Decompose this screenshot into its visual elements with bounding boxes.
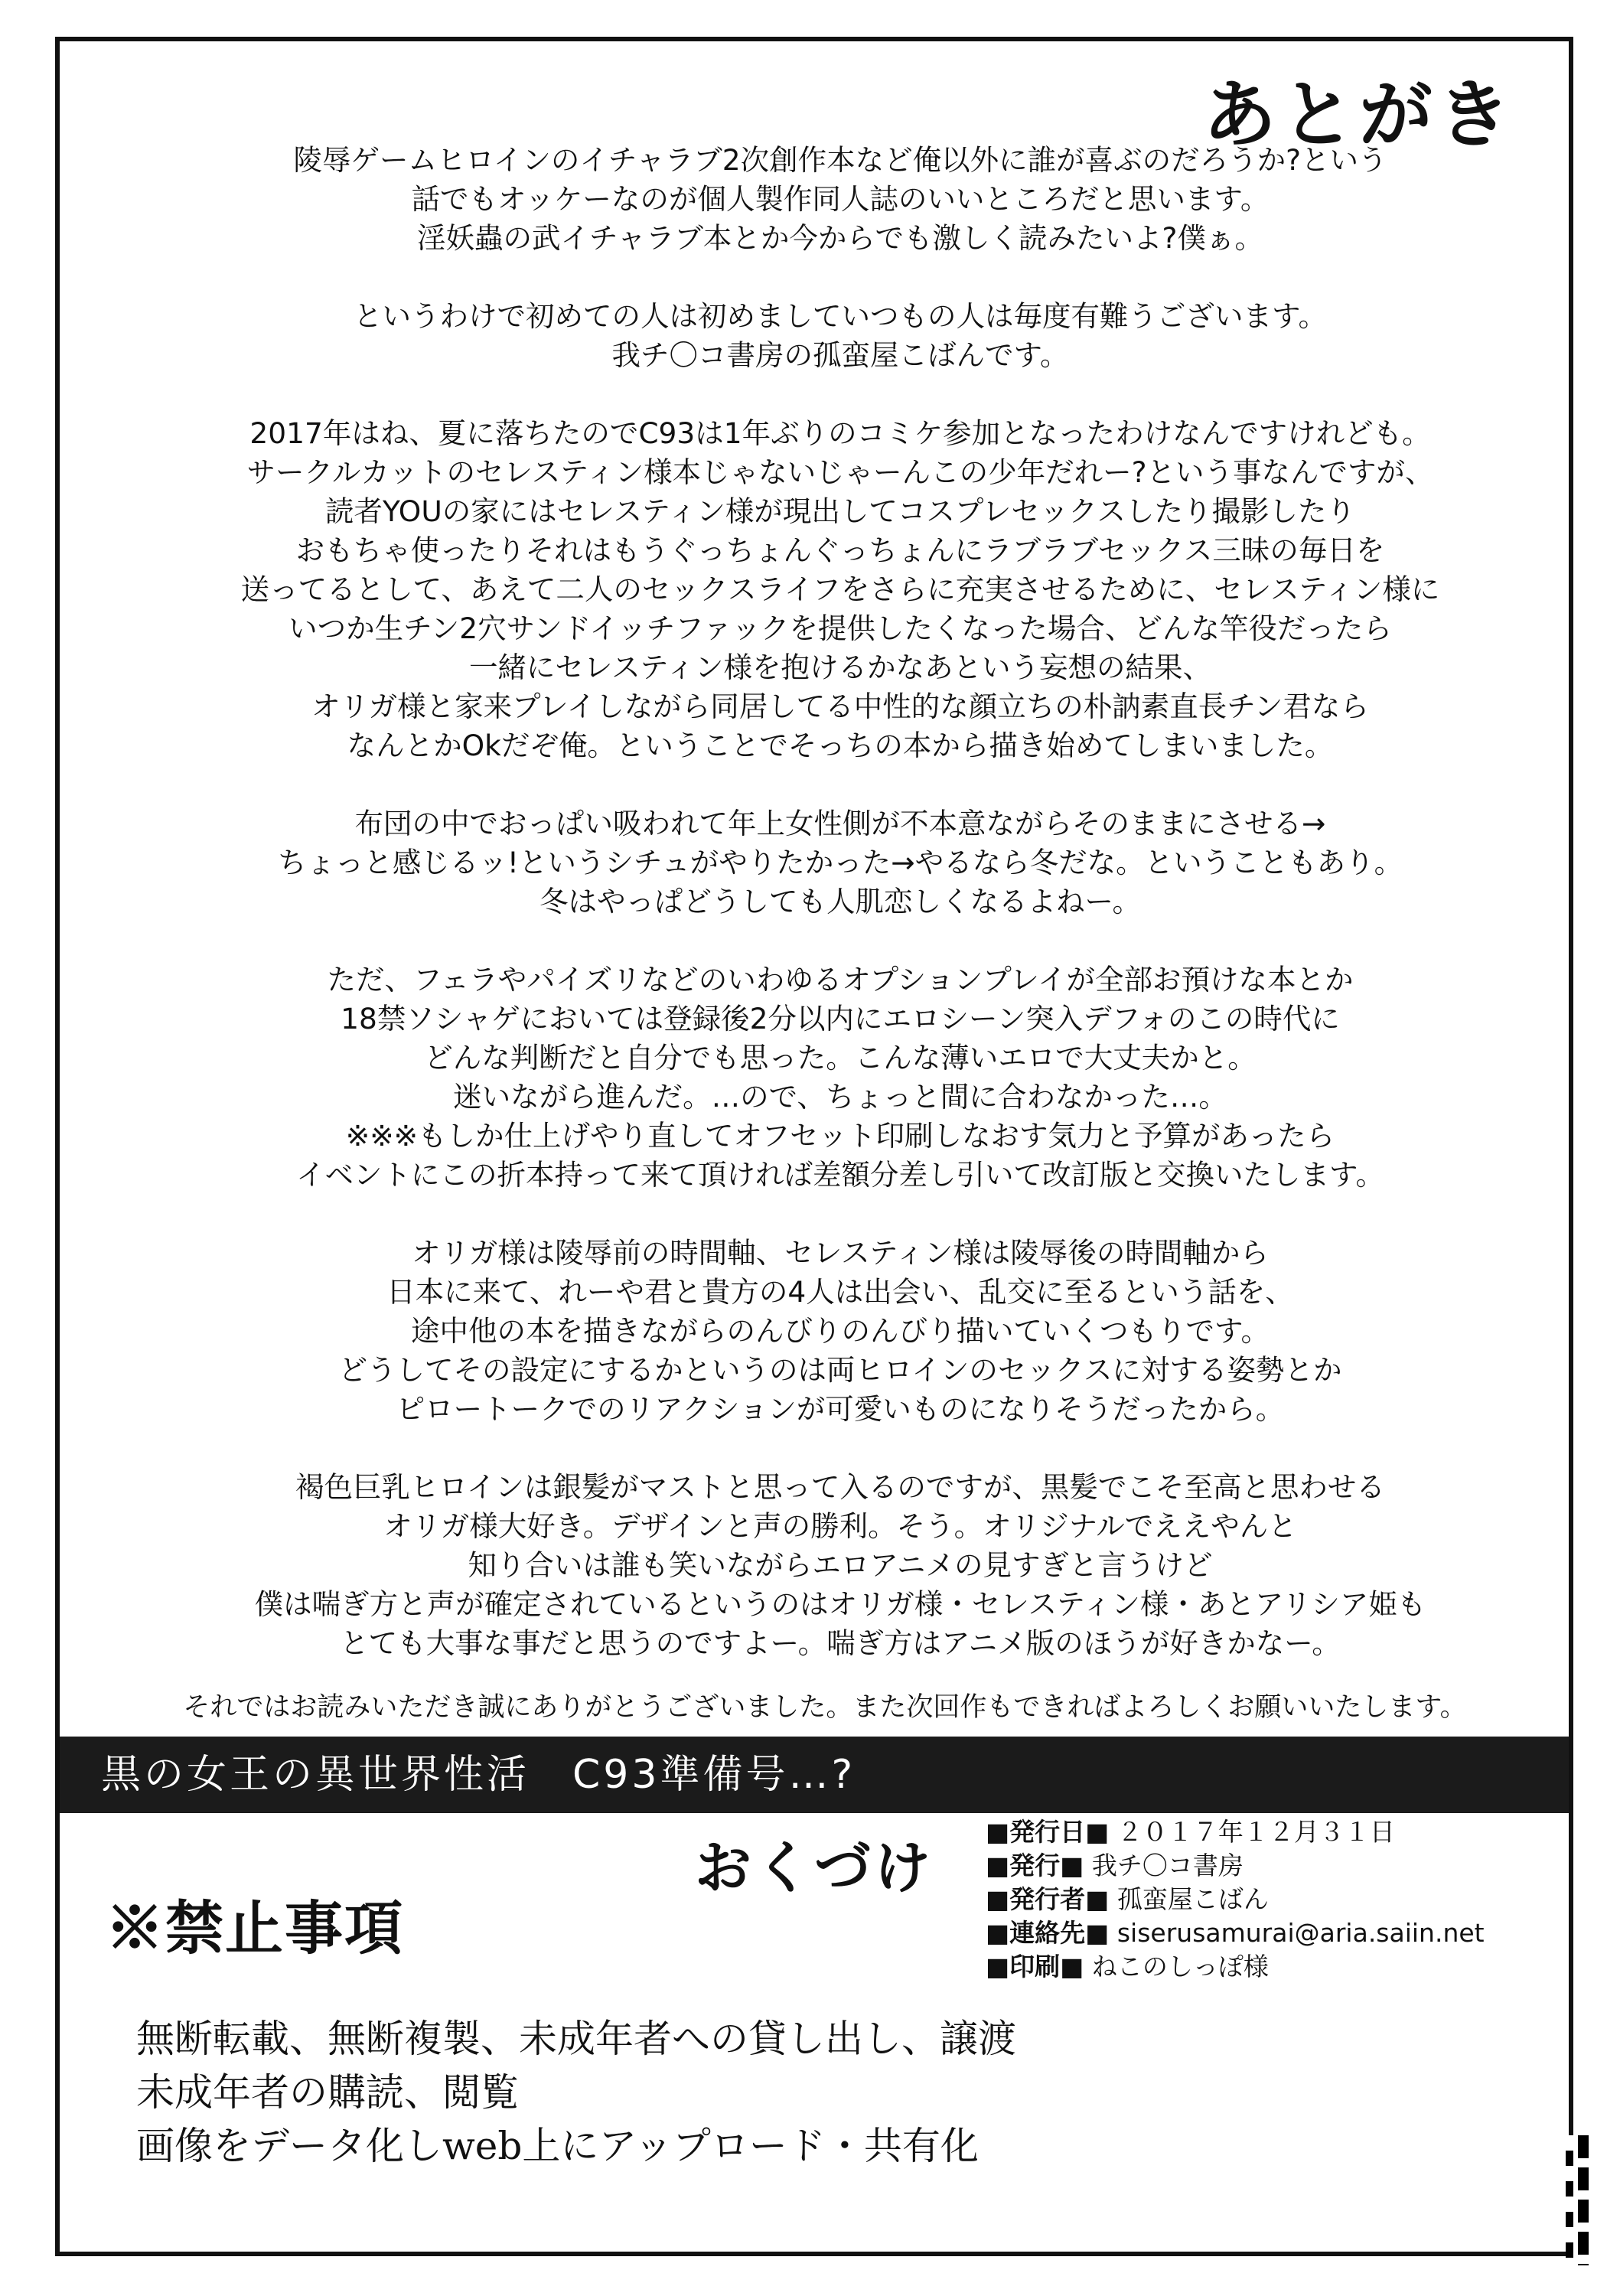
- text-line: 淫妖蟲の武イチャラブ本とか今からでも激しく読みたいよ?僕ぁ。: [417, 221, 1263, 255]
- scan-edge-mark: [1578, 2135, 1589, 2265]
- scan-edge-mark: [1566, 2135, 1573, 2265]
- text-line: ピロートークでのリアクションが可愛いものになりそうだったから。: [396, 1392, 1285, 1426]
- text-line: とても大事な事だと思うのですよー。喘ぎ方はアニメ版のほうが好きかなー。: [340, 1626, 1341, 1660]
- colophon-item: [986, 1916, 1485, 1950]
- text-line: 僕は喘ぎ方と声が確定されているというのはオリガ様・セレスティン様・あとアリシア姫も: [254, 1587, 1426, 1621]
- text-line: ただ、フェラやパイズリなどのいわゆるオプションプレイが全部お預けな本とか: [327, 963, 1354, 996]
- paragraph: [152, 1234, 1529, 1429]
- page-frame: [55, 37, 1573, 2256]
- text-line: オリガ様と家来プレイしながら同居してる中性的な顔立ちの朴訥素直長チン君なら: [311, 690, 1369, 723]
- afterword-title: あとがき: [1203, 72, 1515, 158]
- paragraph: [152, 141, 1529, 258]
- prohibited-item: 無断転載、無断複製、未成年者への貸し出し、譲渡: [136, 2017, 1016, 2061]
- text-line: 冬はやっぱどうしても人肌恋しくなるよねー。: [539, 885, 1141, 918]
- text-line: 迷いながら進んだ。…ので、ちょっと間に合わなかった…。: [453, 1080, 1227, 1114]
- colophon-item: [986, 1849, 1485, 1883]
- colophon-value: siserusamurai@aria.saiin.net: [1116, 1918, 1485, 1948]
- colophon-value: 孤蛮屋こばん: [1116, 1884, 1269, 1914]
- paragraph: [152, 414, 1529, 765]
- text-line: 布団の中でおっぱい吸われて年上女性側が不本意ながらそのままにさせる→: [354, 807, 1326, 840]
- colophon-value: 我チ〇コ書房: [1091, 1851, 1244, 1880]
- colophon-label: ■発行日■: [986, 1817, 1110, 1847]
- text-line: 2017年はね、夏に落ちたのでC93は1年ぶりのコミケ参加となったわけなんですけれども。: [249, 416, 1431, 450]
- paragraph: [152, 804, 1529, 921]
- text-line: というわけで初めての人は初めましていつもの人は毎度有難うございます。: [354, 299, 1327, 333]
- colophon-value: ２０１７年１２月３１日: [1116, 1817, 1395, 1847]
- text-line: サークルカットのセレスティン様本じゃないじゃーんこの少年だれー?という事なんですが、: [246, 455, 1434, 489]
- text-line: どうしてその設定にするかというのは両ヒロインのセックスに対する姿勢とか: [338, 1353, 1342, 1387]
- colophon-label: ■印刷■: [986, 1952, 1084, 1981]
- book-title-bar: [60, 1737, 1569, 1813]
- text-line: イベントにこの折本持って来て頂ければ差額分差し引いて改訂版と交換いたします。: [296, 1158, 1384, 1192]
- text-line: 一緒にセレスティン様を抱けるかなあという妄想の結果、: [468, 651, 1212, 684]
- text-line: おもちゃ使ったりそれはもうぐっちょんぐっちょんにラブラブセックス三昧の毎日を: [295, 533, 1385, 567]
- text-line: 日本に来て、れーや君と貴方の4人は出会い、乱交に至るという話を、: [386, 1275, 1294, 1309]
- text-line: いつか生チン2穴サンドイッチファックを提供したくなった場合、どんな竿役だったら: [288, 612, 1392, 645]
- colophon-item: [986, 1883, 1485, 1916]
- text-line: ちょっと感じるッ!というシチュがやりたかった→やるなら冬だな。ということもあり。: [277, 846, 1403, 879]
- book-title: 黒の女王の異世界性活 C93準備号…?: [101, 1752, 856, 1798]
- text-line: 話でもオッケーなのが個人製作同人誌のいいところだと思います。: [411, 182, 1270, 216]
- text-line: なんとかOkだぞ俺。ということでそっちの本から描き始めてしまいました。: [347, 729, 1334, 762]
- colophon-label: ■連絡先■: [986, 1918, 1110, 1948]
- prohibited-item: 画像をデータ化しweb上にアップロード・共有化: [136, 2124, 979, 2168]
- text-line: 知り合いは誰も笑いながらエロアニメの見すぎと言うけど: [468, 1548, 1213, 1582]
- paragraph: [152, 960, 1529, 1195]
- text-line: オリガ様大好き。デザインと声の勝利。そう。オリジナルでええやんと: [383, 1509, 1297, 1543]
- text-line: 18禁ソシャゲにおいては登録後2分以内にエロシーン突入デフォのこの時代に: [341, 1002, 1340, 1035]
- prohibited-item: 未成年者の購読、閲覧: [136, 2070, 519, 2115]
- text-line: ※※※もしか仕上げやり直してオフセット印刷しなおす気力と予算があったら: [345, 1119, 1335, 1153]
- closing-line: それではお読みいただき誠にありがとうございました。また次回作もできればよろしくお願いいたします。: [183, 1692, 1467, 1723]
- colophon-list: [986, 1815, 1485, 1984]
- prohibited-list: [136, 2012, 1016, 2173]
- colophon-label: ■発行■: [986, 1851, 1084, 1880]
- text-line: 送ってるとして、あえて二人のセックスライフをさらに充実させるために、セレスティン様に: [240, 572, 1440, 606]
- text-line: 褐色巨乳ヒロインは銀髪がマストと思って入るのですが、黒髪でこそ至高と思わせる: [295, 1470, 1385, 1504]
- prohibited-heading: ※禁止事項: [106, 1894, 404, 1962]
- text-line: 途中他の本を描きながらのんびりのんびり描いていくつもりです。: [411, 1314, 1270, 1348]
- text-line: オリガ様は陵辱前の時間軸、セレスティン様は陵辱後の時間軸から: [412, 1236, 1269, 1270]
- text-line: 読者YOUの家にはセレスティン様が現出してコスプレセックスしたり撮影したり: [324, 494, 1356, 528]
- colophon-item: [986, 1815, 1485, 1849]
- paragraph: [152, 297, 1529, 375]
- text-line: どんな判断だと自分でも思った。こんな薄いエロで大丈夫かと。: [424, 1041, 1257, 1075]
- paragraph: [152, 1468, 1529, 1663]
- colophon-item: [986, 1950, 1485, 1984]
- colophon-value: ねこのしっぽ様: [1091, 1952, 1269, 1981]
- colophon-label: ■発行者■: [986, 1884, 1110, 1914]
- colophon-heading: おくづけ: [695, 1835, 934, 1901]
- text-line: 我チ〇コ書房の孤蛮屋こばんです。: [611, 338, 1069, 372]
- afterword-body: [152, 141, 1529, 1663]
- text-line: 陵辱ゲームヒロインのイチャラブ2次創作本など俺以外に誰が喜ぶのだろうか?という: [293, 143, 1387, 177]
